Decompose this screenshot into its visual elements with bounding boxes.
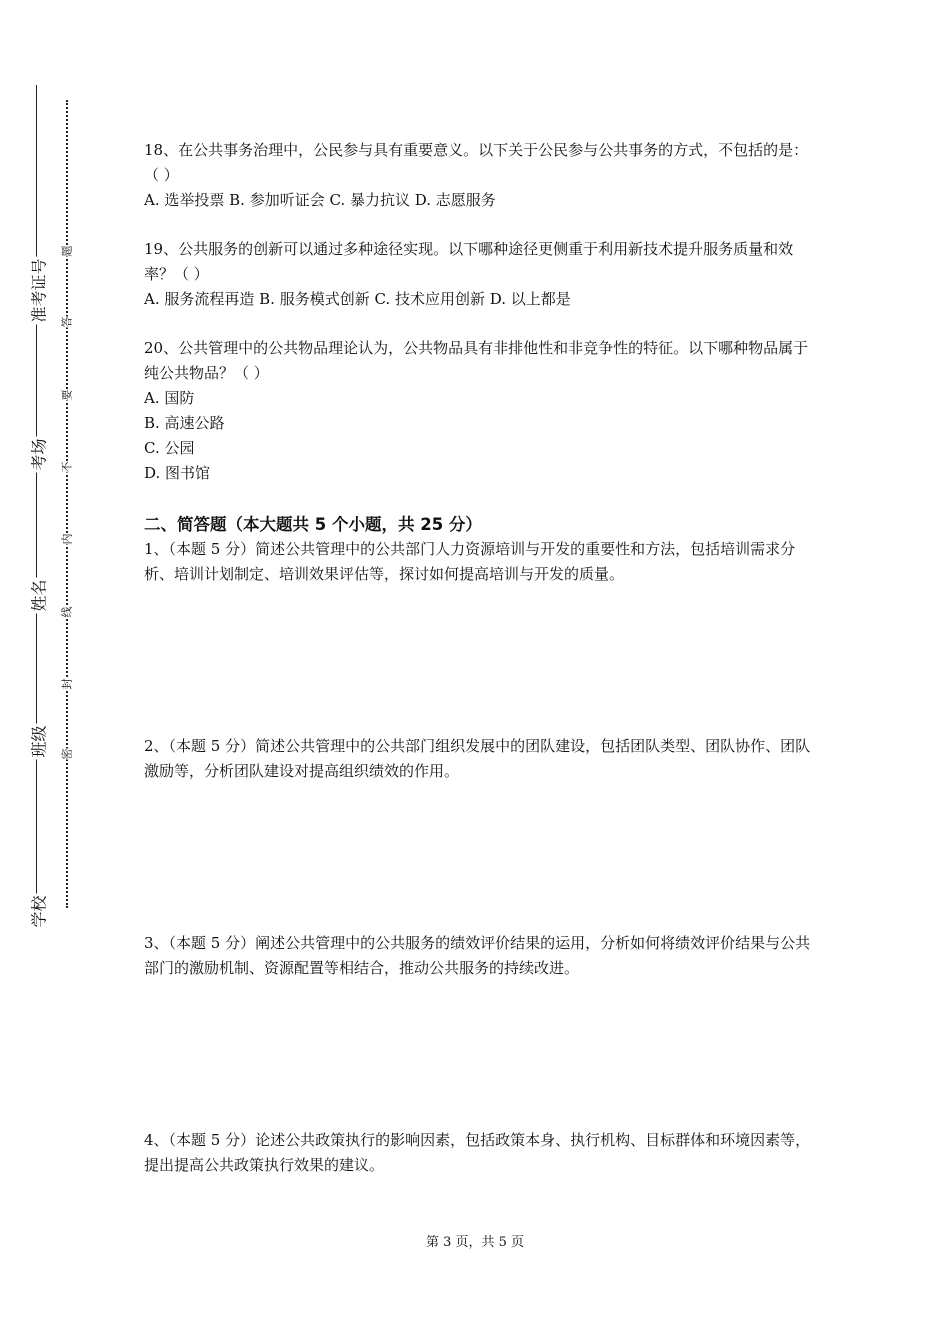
exam-number-label: 准考证号 [27, 256, 50, 324]
school-label: 学校 [27, 893, 50, 929]
section-title: 二、简答题（本大题共 5 个小题，共 25 分） [144, 515, 482, 534]
answer-space [144, 587, 812, 734]
page-content [144, 138, 812, 1178]
question-18 [144, 138, 812, 213]
answer-space [144, 784, 812, 931]
question-stem: 19、公共服务的创新可以通过多种途径实现。以下哪种途径更侧重于利用新技术提升服务质量和效率？（ ） [144, 240, 794, 283]
seal-char: 答 [60, 316, 74, 328]
class-label: 班级 [27, 723, 50, 759]
page-footer: 第 3 页，共 5 页 [425, 1235, 525, 1250]
seal-char: 线 [60, 606, 74, 618]
question-stem: 2、（本题 5 分）简述公共管理中的公共部门组织发展中的团队建设，包括团队类型、团队协作、团队激励等，分析团队建设对提高组织绩效的作用。 [144, 737, 811, 780]
name-label: 姓名 [27, 577, 50, 613]
answer-space [144, 981, 812, 1128]
short-question-3 [144, 931, 812, 981]
question-stem: 18、在公共事务治理中，公民参与具有重要意义。以下关于公民参与公共事务的方式，不包括的是：（ ） [144, 141, 809, 184]
short-question-4 [144, 1128, 812, 1178]
option-a: A. 国防 [144, 389, 195, 407]
option-c: C. 公园 [144, 439, 195, 457]
seal-char: 要 [60, 389, 74, 401]
question-stem: 3、（本题 5 分）阐述公共管理中的公共服务的绩效评价结果的运用，分析如何将绩效评价结果与公共部门的激励机制、资源配置等相结合，推动公共服务的持续改进。 [144, 934, 811, 977]
seal-char: 不 [60, 461, 74, 473]
question-20 [144, 336, 812, 486]
binding-solid-line [36, 85, 37, 925]
question-stem: 4、（本题 5 分）论述公共政策执行的影响因素，包括政策本身、执行机构、目标群体和环境因素等，提出提高公共政策执行效果的建议。 [144, 1131, 811, 1174]
question-options: A. 选举投票 B. 参加听证会 C. 暴力抗议 D. 志愿服务 [144, 191, 496, 209]
exam-room-label: 考场 [27, 436, 50, 472]
binding-margin [0, 0, 110, 1344]
question-19 [144, 237, 812, 312]
seal-char: 封 [60, 678, 74, 690]
option-b: B. 高速公路 [144, 414, 225, 432]
binding-dotted-line [66, 100, 68, 908]
seal-char: 密 [60, 748, 74, 760]
short-question-1 [144, 537, 812, 587]
question-stem: 1、（本题 5 分）简述公共管理中的公共部门人力资源培训与开发的重要性和方法，包括培训需求分析、培训计划制定、培训效果评估等，探讨如何提高培训与开发的质量。 [144, 540, 796, 583]
seal-char: 内 [60, 533, 74, 545]
short-question-2 [144, 734, 812, 784]
option-d: D. 图书馆 [144, 464, 211, 482]
question-options: A. 服务流程再造 B. 服务模式创新 C. 技术应用创新 D. 以上都是 [144, 290, 571, 308]
question-stem: 20、公共管理中的公共物品理论认为，公共物品具有非排他性和非竞争性的特征。以下哪种物品属于纯公共物品？（ ） [144, 339, 809, 382]
seal-char: 题 [60, 245, 74, 257]
